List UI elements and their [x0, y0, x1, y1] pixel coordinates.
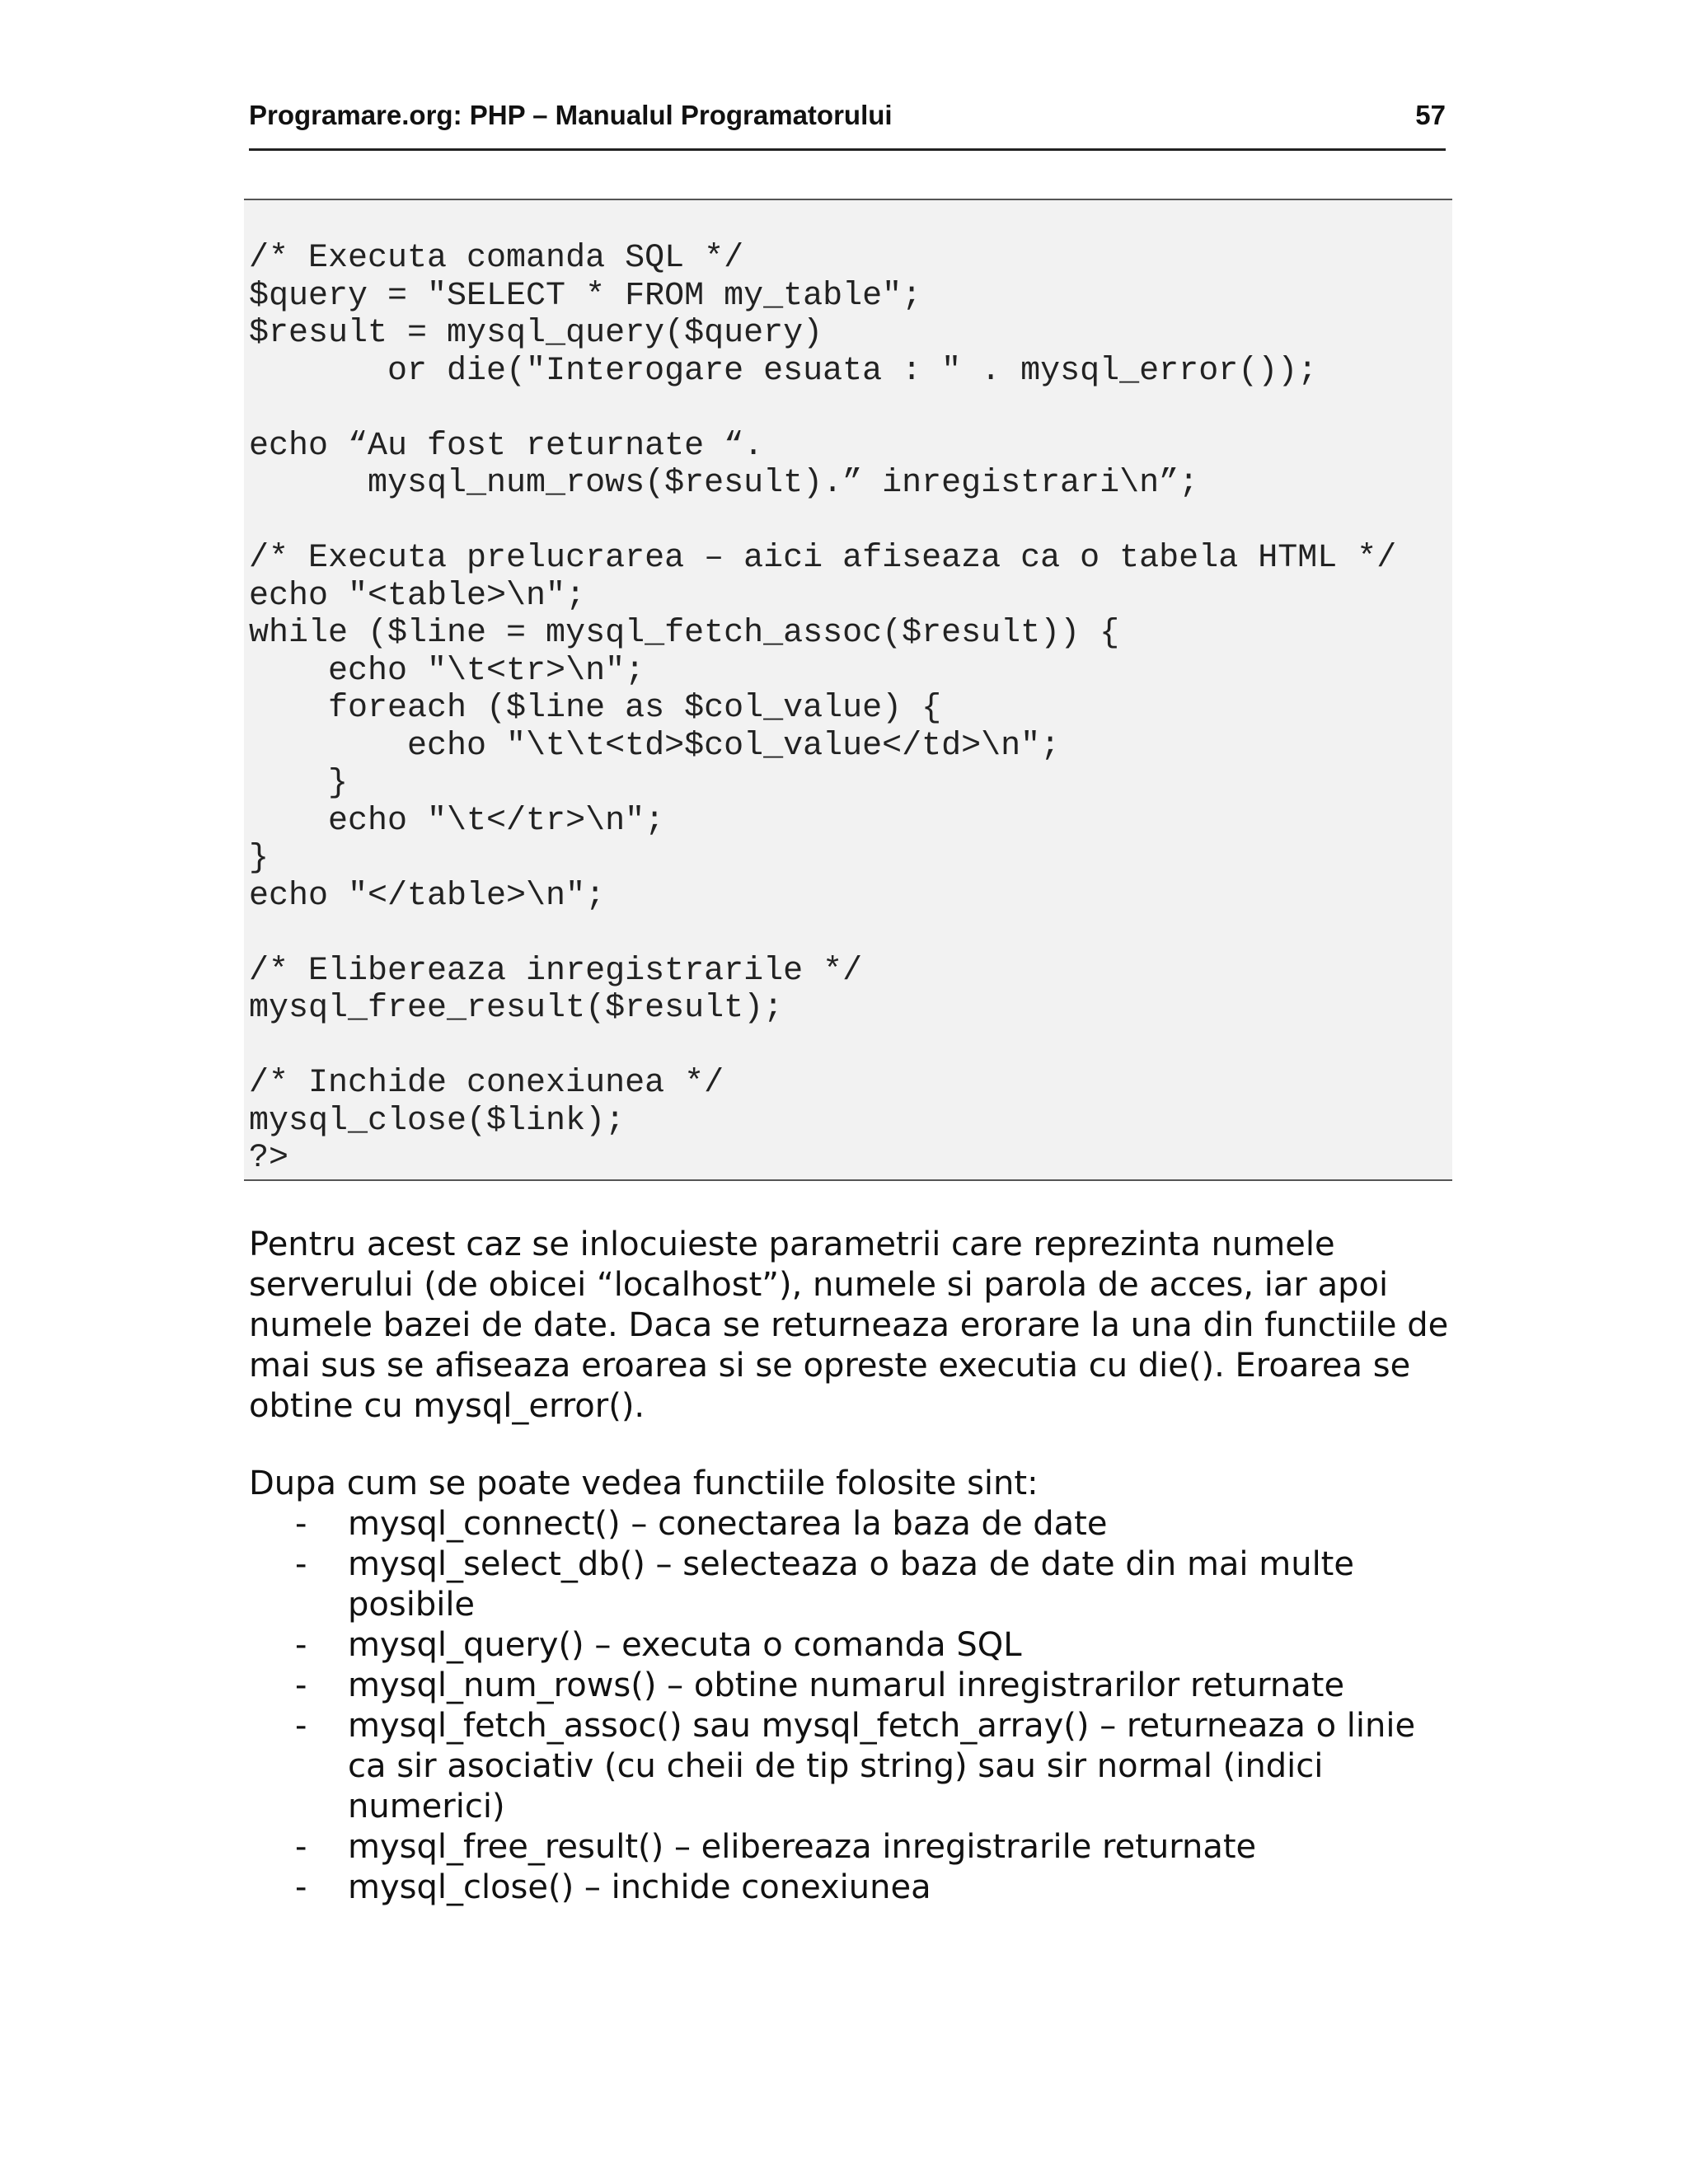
code-line: $query = "SELECT * FROM my_table"; [249, 277, 922, 315]
list-item-text: mysql_close() – inchide conexiunea [348, 1868, 931, 1906]
functions-intro: Dupa cum se poate vedea functiile folosite sint: [249, 1465, 1039, 1502]
code-line: } [249, 765, 349, 802]
list-item-text: mysql_free_result() – elibereaza inregistrarile returnate [348, 1828, 1257, 1866]
code-line: foreach ($line as $col_value) { [249, 690, 942, 727]
list-item-text: mysql_num_rows() – obtine numarul inregistrarilor returnate [348, 1666, 1345, 1704]
list-item [249, 1706, 1452, 1827]
code-line: echo "\t\t<td>$col_value</td>\n"; [249, 727, 1061, 765]
page-number: 57 [1415, 100, 1446, 130]
list-bullet: - [295, 1505, 307, 1543]
code-line: echo "\t</tr>\n"; [249, 802, 665, 840]
code-line: mysql_num_rows($result).” inregistrari\n”; [249, 465, 1199, 502]
code-line: /* Elibereaza inregistrarile */ [249, 952, 863, 990]
list-item-text: mysql_connect() – conectarea la baza de date [348, 1505, 1108, 1543]
list-item-text: mysql_query() – executa o comanda SQL [348, 1626, 1022, 1664]
list-bullet: - [295, 1666, 307, 1704]
code-line: while ($line = mysql_fetch_assoc($result)) { [249, 615, 1120, 652]
code-line: echo "\t<tr>\n"; [249, 652, 645, 690]
list-item [249, 1544, 1452, 1625]
explanation-paragraph: Pentru acest caz se inlocuieste parametrii care reprezinta numele serverului (de obicei “localhost”), numele si parola de acces, iar apoi numele bazei de date. Daca se returneaza erorare la una din functiile de mai sus se afiseaza eroarea si se opreste executia cu die(). Eroarea se obtine cu mysql_error(). [249, 1226, 1449, 1425]
list-item-text: mysql_select_db() – selecteaza o baza de date din mai multe posibile [348, 1545, 1354, 1624]
list-item [249, 1625, 1452, 1666]
code-line: $result = mysql_query($query) [249, 315, 823, 352]
code-line: echo "</table>\n"; [249, 877, 606, 915]
code-line: echo "<table>\n"; [249, 577, 586, 615]
code-line: /* Executa prelucrarea – aici afiseaza ca o tabela HTML */ [249, 540, 1397, 577]
list-bullet: - [295, 1868, 307, 1906]
list-item [249, 1868, 1452, 1908]
list-bullet: - [295, 1626, 307, 1664]
code-line: ?> [249, 1140, 289, 1177]
list-bullet: - [295, 1828, 307, 1866]
code-block [244, 199, 1452, 1181]
functions-list [249, 1504, 1452, 1908]
list-item [249, 1666, 1452, 1706]
code-line: mysql_close($link); [249, 1102, 626, 1140]
code-line: /* Inchide conexiunea */ [249, 1065, 724, 1102]
code-line: echo “Au fost returnate “. [249, 427, 764, 465]
code-line: /* Executa comanda SQL */ [249, 240, 744, 277]
code-line: mysql_free_result($result); [249, 990, 784, 1027]
page-header [249, 97, 1446, 151]
list-item [249, 1504, 1452, 1544]
list-bullet: - [295, 1545, 307, 1583]
book-title: Programare.org: PHP – Manualul Programatorului [249, 100, 893, 130]
list-item-text: mysql_fetch_assoc() sau mysql_fetch_array() – returneaza o linie ca sir asociativ (cu cheii de tip string) sau sir normal (indici numerici) [348, 1707, 1416, 1825]
code-line: or die("Interogare esuata : " . mysql_error()); [249, 352, 1318, 390]
list-bullet: - [295, 1707, 307, 1745]
code-listing [249, 240, 1396, 1178]
list-item [249, 1827, 1452, 1868]
code-line: } [249, 840, 270, 877]
